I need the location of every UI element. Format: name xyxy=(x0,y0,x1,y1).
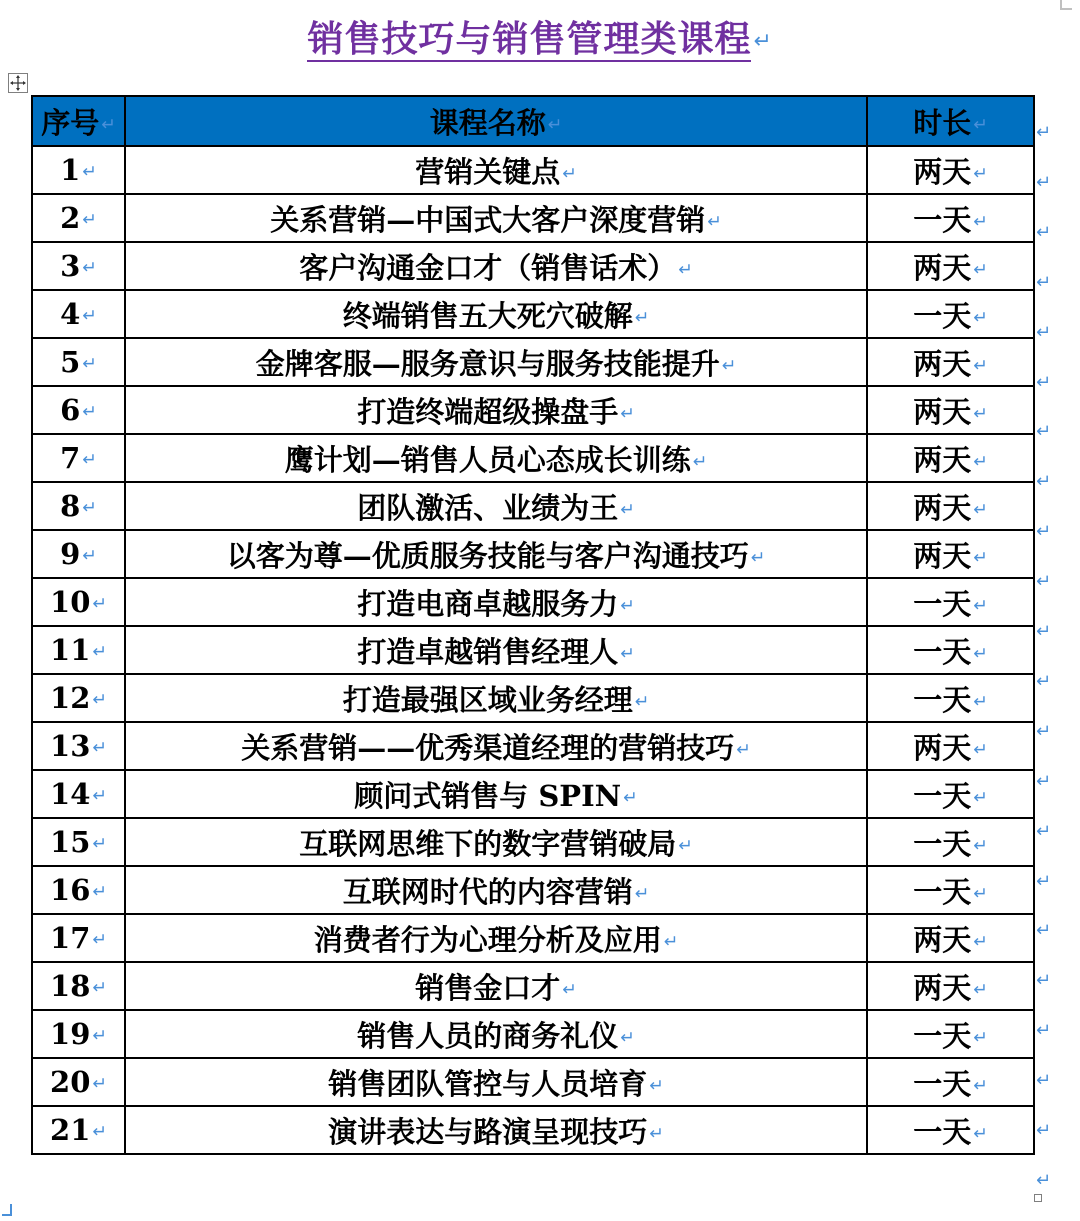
paragraph-mark-icon: ↵ xyxy=(92,930,107,950)
cell-name[interactable] xyxy=(125,770,867,818)
cell-name[interactable] xyxy=(125,530,867,578)
cell-no[interactable] xyxy=(32,290,125,338)
paragraph-mark-icon: ↵ xyxy=(973,1123,988,1144)
cell-no[interactable] xyxy=(32,962,125,1010)
cell-name-text: 打造电商卓越服务力 xyxy=(357,586,619,621)
table-header-row xyxy=(32,96,1034,146)
cell-name[interactable] xyxy=(125,146,867,194)
cell-no-text: 19 xyxy=(50,1017,91,1051)
cell-no-text: 10 xyxy=(50,585,91,619)
cell-duration-text: 一天 xyxy=(913,1018,972,1053)
row-end-mark-icon: ↵ xyxy=(1036,571,1052,593)
cell-no-text: 3 xyxy=(60,249,81,283)
table-row xyxy=(32,914,1034,962)
cell-name[interactable] xyxy=(125,578,867,626)
paragraph-mark-icon: ↵ xyxy=(92,978,107,998)
paragraph-mark-icon: ↵ xyxy=(92,1074,107,1094)
paragraph-mark-icon: ↵ xyxy=(82,306,97,326)
cell-no[interactable] xyxy=(32,1010,125,1058)
cell-no-text: 12 xyxy=(50,681,91,715)
paragraph-mark-icon: ↵ xyxy=(634,307,650,328)
cell-no[interactable] xyxy=(32,770,125,818)
paragraph-mark-icon: ↵ xyxy=(692,451,708,472)
paragraph-mark-icon: ↵ xyxy=(620,403,635,424)
cell-no-text: 11 xyxy=(50,633,91,667)
table-row xyxy=(32,674,1034,722)
cell-no[interactable] xyxy=(32,626,125,674)
paragraph-mark-icon: ↵ xyxy=(678,259,693,280)
paragraph-mark-icon: ↵ xyxy=(973,499,988,520)
paragraph-mark-icon: ↵ xyxy=(92,1122,107,1142)
paragraph-mark-icon: ↵ xyxy=(92,690,107,710)
table-row xyxy=(32,386,1034,434)
row-end-mark-icon: ↵ xyxy=(1036,221,1052,243)
paragraph-mark-icon: ↵ xyxy=(973,403,988,424)
cell-duration-text: 一天 xyxy=(913,874,972,909)
cell-name-text: 互联网时代的内容营销 xyxy=(342,874,633,909)
table-row xyxy=(32,338,1034,386)
cell-name[interactable] xyxy=(125,434,867,482)
paragraph-mark-icon: ↵ xyxy=(82,258,97,278)
table-row xyxy=(32,866,1034,914)
cell-duration-text: 一天 xyxy=(913,586,972,621)
paragraph-mark-icon: ↵ xyxy=(92,594,107,614)
cell-no[interactable] xyxy=(32,914,125,962)
cell-duration[interactable] xyxy=(867,1010,1034,1058)
paragraph-mark-icon: ↵ xyxy=(620,1027,635,1048)
paragraph-mark-icon: ↵ xyxy=(750,547,766,568)
cell-no-text: 20 xyxy=(50,1065,91,1099)
paragraph-mark-icon: ↵ xyxy=(973,883,988,904)
cell-no[interactable] xyxy=(32,386,125,434)
paragraph-mark-icon: ↵ xyxy=(620,595,635,616)
paragraph-mark-icon: ↵ xyxy=(620,499,635,520)
cell-duration[interactable] xyxy=(867,1058,1034,1106)
cell-no[interactable] xyxy=(32,674,125,722)
row-end-mark-icon: ↵ xyxy=(1036,471,1052,493)
cell-no-text: 15 xyxy=(50,825,91,859)
paragraph-mark-icon: ↵ xyxy=(92,834,107,854)
row-end-mark-icon: ↵ xyxy=(1036,1070,1052,1092)
cell-name-text: 营销关键点 xyxy=(415,154,561,189)
cell-no[interactable] xyxy=(32,146,125,194)
row-end-mark-icon: ↵ xyxy=(1036,1169,1052,1191)
paragraph-mark-icon: ↵ xyxy=(973,547,988,568)
paragraph-mark-icon: ↵ xyxy=(634,883,650,904)
row-end-mark-icon: ↵ xyxy=(1036,171,1052,193)
row-end-mark-icon: ↵ xyxy=(1036,271,1052,293)
paragraph-mark-icon: ↵ xyxy=(92,738,107,758)
paragraph-mark-icon: ↵ xyxy=(973,307,988,328)
table-row xyxy=(32,818,1034,866)
cell-name-text: 关系营销—中国式大客户深度营销 xyxy=(270,202,706,237)
row-end-mark-icon: ↵ xyxy=(1036,920,1052,942)
cell-name-text: 打造最强区域业务经理 xyxy=(342,682,633,717)
paragraph-mark-icon: ↵ xyxy=(634,691,650,712)
cell-name-text: 销售团队管控与人员培育 xyxy=(328,1066,648,1101)
cell-duration-text: 一天 xyxy=(913,1114,972,1149)
cell-duration[interactable] xyxy=(867,962,1034,1010)
paragraph-mark-icon: ↵ xyxy=(973,163,988,184)
cell-no-text: 9 xyxy=(60,537,81,571)
cell-name-text: 打造卓越销售经理人 xyxy=(357,634,619,669)
cell-no[interactable] xyxy=(32,1106,125,1154)
header-name xyxy=(125,96,867,146)
cell-name-text: 演讲表达与路演呈现技巧 xyxy=(328,1114,648,1149)
row-end-mark-icon: ↵ xyxy=(1036,770,1052,792)
paragraph-mark-icon: ↵ xyxy=(973,979,988,1000)
row-end-mark-icon: ↵ xyxy=(1036,521,1052,543)
cell-name[interactable] xyxy=(125,386,867,434)
cell-duration[interactable] xyxy=(867,338,1034,386)
cell-duration-text: 一天 xyxy=(913,634,972,669)
paragraph-mark-icon: ↵ xyxy=(92,786,107,806)
row-end-mark-icon: ↵ xyxy=(1036,720,1052,742)
cell-duration-text: 一天 xyxy=(913,682,972,717)
table-row xyxy=(32,962,1034,1010)
cell-duration[interactable] xyxy=(867,530,1034,578)
cell-name[interactable] xyxy=(125,194,867,242)
cell-name-text: 互联网思维下的数字营销破局 xyxy=(299,826,677,861)
row-end-mark-icon: ↵ xyxy=(1036,321,1052,343)
cell-duration-text: 两天 xyxy=(913,250,972,285)
margin-corner-mark xyxy=(1060,0,1072,10)
cell-no-text: 2 xyxy=(60,201,81,235)
table-row xyxy=(32,242,1034,290)
table-row xyxy=(32,626,1034,674)
cell-duration[interactable] xyxy=(867,578,1034,626)
table-row xyxy=(32,482,1034,530)
cell-duration-text: 两天 xyxy=(913,538,972,573)
cell-name-text: 顾问式销售与 SPIN xyxy=(354,778,622,813)
header-no-label: 序号 xyxy=(41,105,100,140)
cell-name[interactable] xyxy=(125,914,867,962)
table-row xyxy=(32,194,1034,242)
cell-duration[interactable] xyxy=(867,386,1034,434)
cell-no-text: 18 xyxy=(50,969,91,1003)
cell-duration-text: 两天 xyxy=(913,970,972,1005)
cell-name-text: 团队激活、业绩为王 xyxy=(357,490,619,525)
row-end-mark-icon: ↵ xyxy=(1036,122,1052,143)
paragraph-mark-icon: ↵ xyxy=(736,739,751,760)
paragraph-mark-icon: ↵ xyxy=(973,835,988,856)
cell-name[interactable] xyxy=(125,242,867,290)
cell-duration-text: 两天 xyxy=(913,442,972,477)
cell-no-text: 17 xyxy=(50,921,91,955)
header-no xyxy=(32,96,125,146)
cell-name-text: 销售人员的商务礼仪 xyxy=(357,1018,619,1053)
row-end-mark-icon: ↵ xyxy=(1036,421,1052,443)
cell-name[interactable] xyxy=(125,818,867,866)
paragraph-mark-icon: ↵ xyxy=(753,29,773,54)
cell-no[interactable] xyxy=(32,722,125,770)
cell-no[interactable] xyxy=(32,194,125,242)
paragraph-mark-icon: ↵ xyxy=(82,450,97,470)
cell-no[interactable] xyxy=(32,242,125,290)
cell-duration[interactable] xyxy=(867,914,1034,962)
cell-duration[interactable] xyxy=(867,866,1034,914)
cell-no-text: 4 xyxy=(60,297,81,331)
cell-duration[interactable] xyxy=(867,626,1034,674)
cell-duration-text: 一天 xyxy=(913,1066,972,1101)
paragraph-mark-icon: ↵ xyxy=(663,931,679,952)
cell-name-text: 以客为尊—优质服务技能与客户沟通技巧 xyxy=(226,538,749,573)
table-row xyxy=(32,1106,1034,1154)
cell-no-text: 16 xyxy=(50,873,91,907)
paragraph-mark-icon: ↵ xyxy=(547,114,563,135)
table-row xyxy=(32,530,1034,578)
cell-duration-text: 一天 xyxy=(913,778,972,813)
paragraph-mark-icon: ↵ xyxy=(92,882,107,902)
paragraph-mark-icon: ↵ xyxy=(973,451,988,472)
cell-no-text: 14 xyxy=(50,777,91,811)
paragraph-mark-icon: ↵ xyxy=(82,546,97,566)
cell-duration[interactable] xyxy=(867,770,1034,818)
row-end-mark-icon: ↵ xyxy=(1036,621,1052,642)
cell-name[interactable] xyxy=(125,962,867,1010)
row-end-mark-icon: ↵ xyxy=(1036,1120,1052,1141)
cell-name-text: 销售金口才 xyxy=(415,970,561,1005)
cell-name-text: 关系营销——优秀渠道经理的营销技巧 xyxy=(241,730,735,765)
cell-name[interactable] xyxy=(125,722,867,770)
cell-duration-text: 两天 xyxy=(913,346,972,381)
paragraph-mark-icon: ↵ xyxy=(92,1026,107,1046)
cell-duration-text: 一天 xyxy=(913,202,972,237)
cell-name[interactable] xyxy=(125,674,867,722)
paragraph-mark-icon: ↵ xyxy=(973,1027,988,1048)
cell-no-text: 6 xyxy=(60,393,81,427)
cell-name[interactable] xyxy=(125,338,867,386)
row-end-mark-icon: ↵ xyxy=(1036,820,1052,842)
row-end-mark-icon: ↵ xyxy=(1036,670,1052,692)
row-end-mark-icon: ↵ xyxy=(1036,1020,1052,1042)
cell-no-text: 7 xyxy=(60,441,81,475)
table-row xyxy=(32,1010,1034,1058)
cell-name-text: 终端销售五大死穴破解 xyxy=(342,298,633,333)
cell-duration[interactable] xyxy=(867,818,1034,866)
paragraph-mark-icon: ↵ xyxy=(562,163,577,184)
cell-duration-text: 两天 xyxy=(913,394,972,429)
cell-duration[interactable] xyxy=(867,290,1034,338)
cell-duration-text: 两天 xyxy=(913,154,972,189)
cell-name[interactable] xyxy=(125,1010,867,1058)
table-move-handle-icon[interactable] xyxy=(8,73,28,93)
header-duration-label: 时长 xyxy=(913,105,972,140)
margin-corner-mark xyxy=(2,1204,12,1216)
paragraph-mark-icon: ↵ xyxy=(973,931,988,952)
document-title xyxy=(0,14,1080,67)
paragraph-mark-icon: ↵ xyxy=(973,355,988,376)
cell-duration[interactable] xyxy=(867,146,1034,194)
cell-duration[interactable] xyxy=(867,674,1034,722)
cell-no[interactable] xyxy=(32,434,125,482)
cell-no[interactable] xyxy=(32,818,125,866)
paragraph-mark-icon: ↵ xyxy=(82,210,97,230)
paragraph-mark-icon: ↵ xyxy=(678,835,693,856)
paragraph-mark-icon: ↵ xyxy=(620,643,635,664)
paragraph-mark-icon: ↵ xyxy=(101,114,116,135)
paragraph-mark-icon: ↵ xyxy=(92,642,107,662)
cell-duration-text: 两天 xyxy=(913,730,972,765)
paragraph-mark-icon: ↵ xyxy=(973,1075,988,1096)
cell-no[interactable] xyxy=(32,1058,125,1106)
document-title-text: 销售技巧与销售管理类课程 xyxy=(307,18,752,60)
table-row xyxy=(32,1058,1034,1106)
paragraph-mark-icon: ↵ xyxy=(562,979,577,1000)
cell-duration[interactable] xyxy=(867,722,1034,770)
paragraph-mark-icon: ↵ xyxy=(82,498,97,518)
paragraph-mark-icon: ↵ xyxy=(973,114,988,135)
cell-name[interactable] xyxy=(125,1106,867,1154)
cell-name[interactable] xyxy=(125,866,867,914)
row-end-mark-icon: ↵ xyxy=(1036,870,1052,892)
cell-no[interactable] xyxy=(32,530,125,578)
paragraph-mark-icon: ↵ xyxy=(721,355,737,376)
cell-name[interactable] xyxy=(125,1058,867,1106)
cell-name[interactable] xyxy=(125,482,867,530)
cell-duration-text: 两天 xyxy=(913,490,972,525)
paragraph-mark-icon: ↵ xyxy=(649,1123,664,1144)
cell-no[interactable] xyxy=(32,338,125,386)
cell-no-text: 21 xyxy=(50,1113,91,1147)
cell-duration[interactable] xyxy=(867,1106,1034,1154)
header-name-label: 课程名称 xyxy=(429,105,546,140)
cell-duration[interactable] xyxy=(867,194,1034,242)
row-end-mark-icon: ↵ xyxy=(1036,970,1052,992)
table-row xyxy=(32,578,1034,626)
paragraph-mark-icon: ↵ xyxy=(973,787,988,808)
table-resize-handle[interactable] xyxy=(1034,1194,1042,1202)
header-duration xyxy=(867,96,1034,146)
cell-name-text: 打造终端超级操盘手 xyxy=(357,394,619,429)
paragraph-mark-icon: ↵ xyxy=(82,402,97,422)
paragraph-mark-icon: ↵ xyxy=(973,259,988,280)
cell-name-text: 鹰计划—销售人员心态成长训练 xyxy=(284,442,691,477)
course-table xyxy=(31,95,1035,1155)
cell-no[interactable] xyxy=(32,578,125,626)
cell-duration-text: 两天 xyxy=(913,922,972,957)
paragraph-mark-icon: ↵ xyxy=(623,787,638,808)
cell-duration[interactable] xyxy=(867,434,1034,482)
table-row xyxy=(32,146,1034,194)
paragraph-mark-icon: ↵ xyxy=(707,211,722,232)
paragraph-mark-icon: ↵ xyxy=(973,595,988,616)
paragraph-mark-icon: ↵ xyxy=(649,1075,664,1096)
cell-name[interactable] xyxy=(125,626,867,674)
paragraph-mark-icon: ↵ xyxy=(973,739,988,760)
table-row xyxy=(32,290,1034,338)
cell-duration[interactable] xyxy=(867,482,1034,530)
table-row xyxy=(32,722,1034,770)
cell-duration-text: 一天 xyxy=(913,826,972,861)
cell-no[interactable] xyxy=(32,482,125,530)
paragraph-mark-icon: ↵ xyxy=(973,691,988,712)
row-end-mark-icon: ↵ xyxy=(1036,371,1052,393)
paragraph-mark-icon: ↵ xyxy=(973,211,988,232)
cell-no-text: 5 xyxy=(60,345,81,379)
table-row xyxy=(32,434,1034,482)
paragraph-mark-icon: ↵ xyxy=(82,354,97,374)
cell-duration-text: 一天 xyxy=(913,298,972,333)
paragraph-mark-icon: ↵ xyxy=(82,162,97,182)
cell-no-text: 13 xyxy=(50,729,91,763)
cell-no[interactable] xyxy=(32,866,125,914)
cell-no-text: 1 xyxy=(60,153,81,187)
table-row xyxy=(32,770,1034,818)
paragraph-mark-icon: ↵ xyxy=(973,643,988,664)
cell-no-text: 8 xyxy=(60,489,81,523)
cell-name-text: 客户沟通金口才（销售话术） xyxy=(299,250,677,285)
cell-name[interactable] xyxy=(125,290,867,338)
cell-name-text: 消费者行为心理分析及应用 xyxy=(313,922,662,957)
cell-name-text: 金牌客服—服务意识与服务技能提升 xyxy=(255,346,720,381)
cell-duration[interactable] xyxy=(867,242,1034,290)
